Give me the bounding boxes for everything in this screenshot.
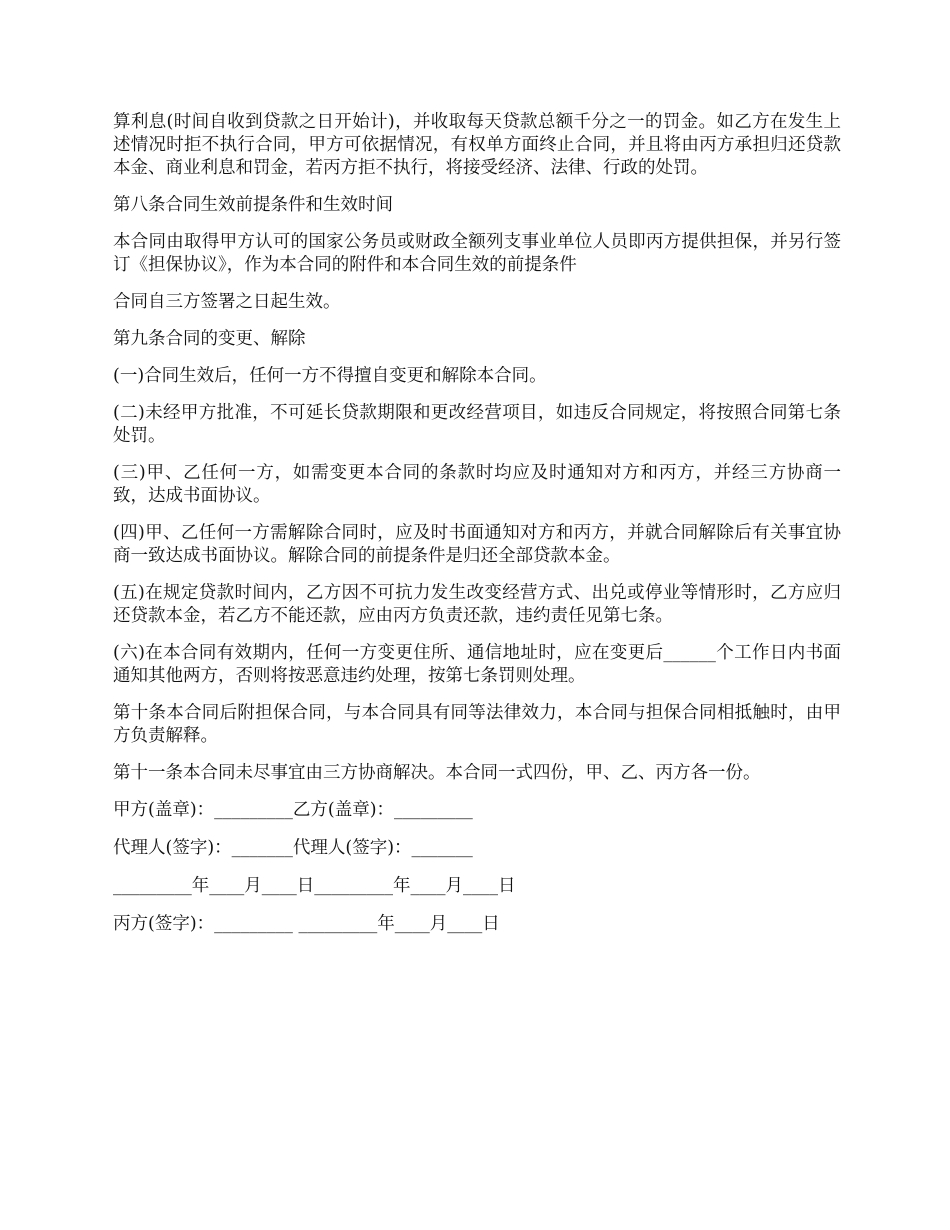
clause-9-4: (四)甲、乙任何一方需解除合同时，应及时书面通知对方和丙方，并就合同解除后有关事宜协商一致达成书面协议。解除合同的前提条件是归还全部贷款本金。	[113, 523, 841, 566]
clause-9-6: (六)在本合同有效期内，任何一方变更住所、通信地址时，应在变更后______个工作日内书面通知其他两方，否则将按恶意违约处理，按第七条罚则处理。	[113, 643, 841, 686]
contract-body	[113, 111, 841, 951]
article-10: 第十条本合同后附担保合同，与本合同具有同等法律效力，本合同与担保合同相抵触时，由甲方负责解释。	[113, 703, 841, 746]
clause-9-3: (三)甲、乙任何一方，如需变更本合同的条款时均应及时通知对方和丙方，并经三方协商一致，达成书面协议。	[113, 463, 841, 506]
paragraph-interest-penalty: 算利息(时间自收到贷款之日开始计)，并收取每天贷款总额千分之一的罚金。如乙方在发生上述情况时拒不执行合同，甲方可依据情况，有权单方面终止合同，并且将由丙方承担归还贷款本金、商业利息和罚金，若丙方拒不执行，将接受经济、法律、行政的处罚。	[113, 112, 841, 178]
paragraph-effective-date: 合同自三方签署之日起生效。	[113, 292, 341, 312]
article-9-heading: 第九条合同的变更、解除	[113, 329, 306, 349]
clause-9-2: (二)未经甲方批准，不可延长贷款期限和更改经营项目，如违反合同规定，将按照合同第七条处罚。	[113, 403, 841, 446]
article-11: 第十一条本合同未尽事宜由三方协商解决。本合同一式四份，甲、乙、丙方各一份。	[113, 763, 761, 783]
clause-9-1: (一)合同生效后，任何一方不得擅自变更和解除本合同。	[113, 366, 547, 386]
signature-party-a-b: 甲方(盖章)：_________乙方(盖章)：_________	[113, 800, 473, 820]
article-8-heading: 第八条合同生效前提条件和生效时间	[113, 195, 393, 215]
signature-dates: _________年____月____日_________年____月____日	[113, 876, 516, 896]
clause-9-5: (五)在规定贷款时间内，乙方因不可抗力发生改变经营方式、出兑或停业等情形时，乙方应归还贷款本金，若乙方不能还款，应由丙方负责还款，违约责任见第七条。	[113, 583, 841, 626]
signature-party-c: 丙方(签字)：_________ _________年____月____日	[113, 914, 500, 934]
signature-agents: 代理人(签字)：_______代理人(签字)：_______	[113, 838, 473, 858]
paragraph-guarantee-condition: 本合同由取得甲方认可的国家公务员或财政全额列支事业单位人员即丙方提供担保，并另行签订《担保协议》，作为本合同的附件和本合同生效的前提条件	[113, 232, 841, 275]
